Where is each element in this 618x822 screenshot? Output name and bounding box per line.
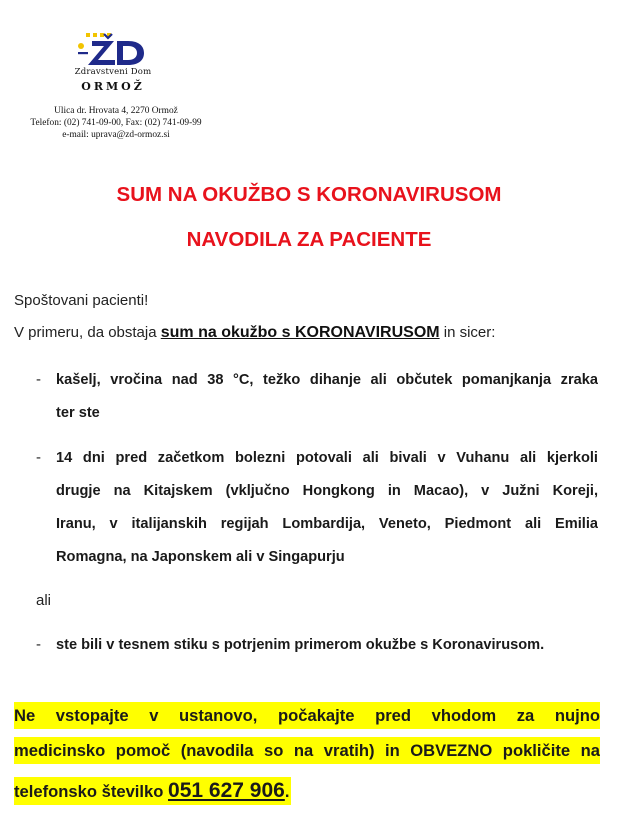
page-subtitle: NAVODILA ZA PACIENTE xyxy=(186,228,432,251)
bullet-1-line-1: kašelj, vročina nad 38 °C, težko dihanje ali občutek pomanjkanja zraka xyxy=(56,372,598,388)
letterhead-phone-fax: Telefon: (02) 741-09-00, Fax: (02) 741-09-99 xyxy=(30,118,202,128)
bullet-2-line-4: Romagna, na Japonskem ali v Singapurju xyxy=(56,549,345,565)
warning-line-1: Ne vstopajte v ustanovo, počakajte pred vhodom za nujno xyxy=(14,706,600,725)
zd-logo xyxy=(78,32,148,72)
bullet-2-line-2: drugje na Kitajskem (vključno Hongkong in Macao), v Južni Koreji, xyxy=(56,483,598,499)
emergency-phone-number: 051 627 906 xyxy=(168,779,285,802)
page-title: SUM NA OKUŽBO S KORONAVIRUSOM xyxy=(116,183,502,206)
logo-text-line1: Zdravstveni Dom xyxy=(74,67,152,77)
intro-after: in sicer: xyxy=(439,324,496,341)
logo-text-line2: ORMOŽ xyxy=(81,80,145,93)
bullet-marker: - xyxy=(36,371,41,388)
warning-line-2: medicinsko pomoč (navodila so na vratih) in OBVEZNO pokličite na xyxy=(14,741,600,760)
bullet-2-line-1: 14 dni pred začetkom bolezni potovali ali bivali v Vuhanu ali kjerkoli xyxy=(56,450,598,466)
intro-paragraph xyxy=(14,324,495,342)
connector-text: ali xyxy=(36,592,52,609)
warning-line-3 xyxy=(14,777,291,805)
greeting: Spoštovani pacienti! xyxy=(14,292,149,309)
bullet-3-line-1: ste bili v tesnem stiku s potrjenim primerom okužbe s Koronavirusom. xyxy=(56,637,545,653)
warning-line-3-end: . xyxy=(284,782,290,801)
zd-logo-icon xyxy=(78,32,148,72)
bullet-2-line-3: Iranu, v italijanskih regijah Lombardija, Veneto, Piedmont ali Emilia xyxy=(56,516,598,532)
letterhead-address: Ulica dr. Hrovata 4, 2270 Ormož xyxy=(54,106,178,116)
bullet-1-line-2: ter ste xyxy=(56,405,100,421)
bullet-marker: - xyxy=(36,636,41,653)
intro-emphasis: sum na okužbo s KORONAVIRUSOM xyxy=(160,324,440,341)
letterhead-email: e-mail: uprava@zd-ormoz.si xyxy=(62,130,170,140)
intro-before: V primeru, da obstaja xyxy=(14,324,161,341)
bullet-marker: - xyxy=(36,449,41,466)
warning-line-3-text: telefonsko številko xyxy=(14,782,169,801)
